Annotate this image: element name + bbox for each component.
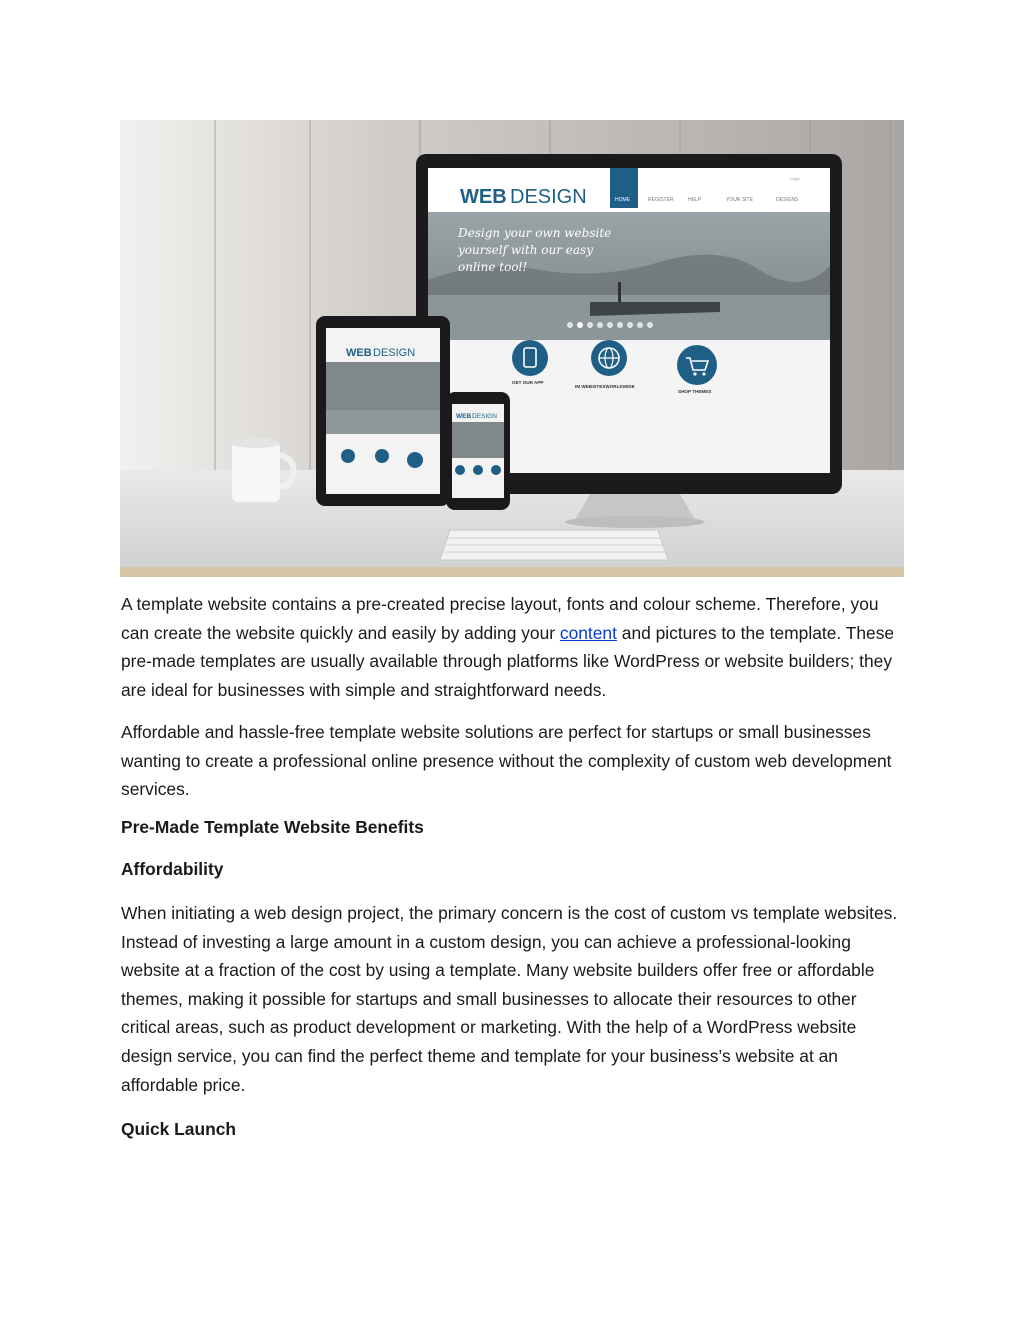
feature-title-app: GET OUR APP — [512, 380, 544, 385]
phone-logo-bold: WEB — [456, 413, 472, 420]
monitor-nav-register: REGISTER — [648, 197, 674, 203]
monitor-logo-bold: WEB — [460, 186, 507, 208]
monitor-nav-designs: DESIGNS — [776, 197, 799, 203]
monitor-nav-help: HELP — [688, 197, 702, 203]
monitor-login: Login — [790, 176, 800, 181]
cart-feature-icon — [677, 345, 717, 385]
tablet-logo-light: DESIGN — [373, 347, 416, 359]
affordable-paragraph: Affordable and hassle-free template website solutions are perfect for startups or small businesses wanting to create a professional online presence without the complexity of custom web development services. — [121, 722, 892, 800]
keyboard-illustration — [440, 530, 668, 560]
phone-illustration — [446, 392, 510, 510]
affordability-heading: Affordability — [121, 859, 224, 879]
quick-launch-heading: Quick Launch — [121, 1119, 236, 1139]
monitor-nav-yoursite: YOUR SITE — [726, 197, 753, 203]
intro-paragraph — [121, 590, 901, 704]
content-link[interactable]: content — [559, 622, 617, 643]
tablet-illustration — [316, 316, 450, 506]
tablet-logo-bold: WEB — [346, 347, 372, 359]
benefits-heading: Pre-Made Template Website Benefits — [121, 817, 424, 837]
feature-title-themes: SHOP THEMES — [678, 389, 712, 394]
affordability-paragraph: When initiating a web design project, the primary concern is the cost of custom vs template websites. Instead of investing a large amount in a custom design, you can achieve a professional-looking website at a fraction of the cost by using a template. Many website builders offer free or affordable themes, making it possible for startups and small businesses to allocate their resources to other critical areas, such as product development or marketing. With the help of a WordPress website design service, you can find the perfect theme and template for your business’s website at an affordable price. — [121, 903, 898, 1095]
monitor-logo-light: DESIGN — [510, 186, 587, 208]
feature-title-worldwide: IM WEBSITESWORLDWIDE — [575, 384, 635, 389]
phone-logo-light: DESIGN — [472, 413, 497, 420]
app-feature-icon — [512, 340, 548, 376]
intro-text-start: A template website contains a pre-created precise layout, fonts and colour scheme. Therefore, you can create the website quickly and easily by adding your — [121, 594, 879, 643]
monitor-tagline-3: online tool! — [458, 260, 528, 274]
hero-image — [120, 120, 904, 577]
monitor-tagline-2: yourself with our easy — [458, 243, 593, 257]
monitor-nav-home: HOME — [615, 197, 630, 203]
monitor-tagline-1: Design your own website — [458, 226, 612, 240]
intro-text-end: and pictures to the template. These pre-made templates are usually available through platforms like WordPress or website builders; they are ideal for businesses with simple and straightforward needs. — [121, 622, 895, 700]
